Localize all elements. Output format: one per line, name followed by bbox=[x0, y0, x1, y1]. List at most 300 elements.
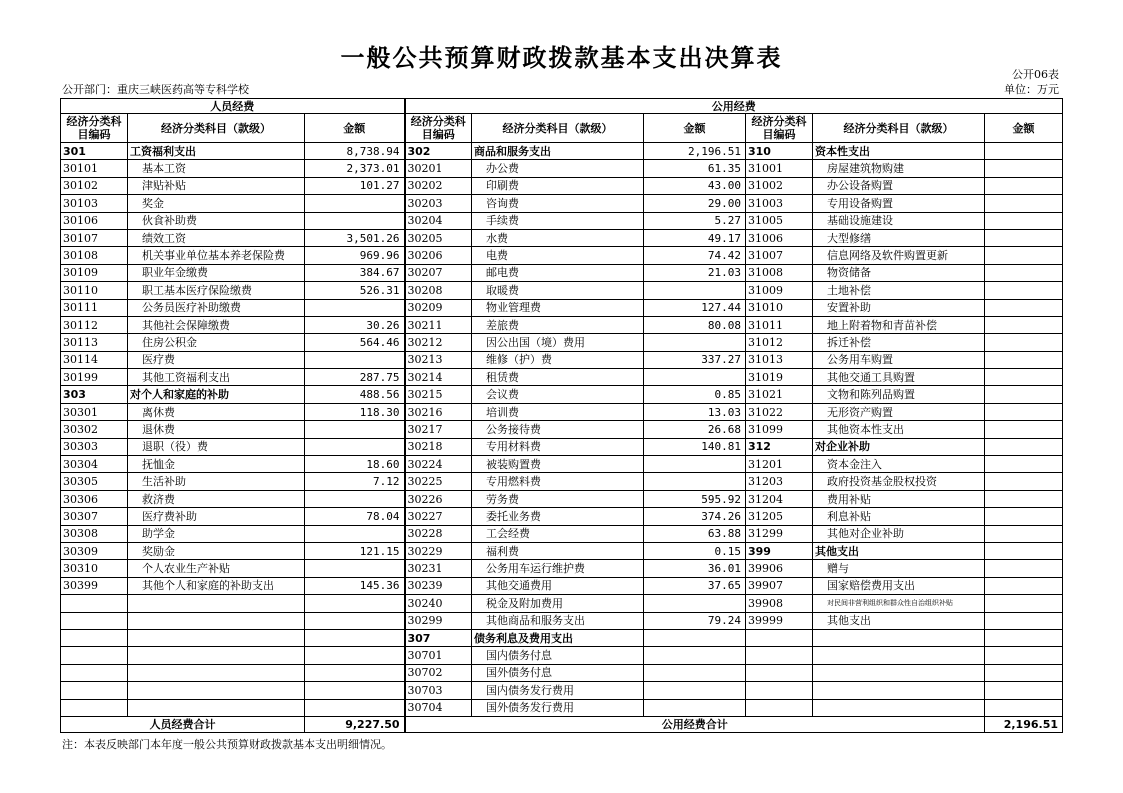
amount-cell bbox=[985, 456, 1063, 473]
name-cell: 因公出国（境）费用 bbox=[472, 334, 644, 351]
amount-header: 金额 bbox=[644, 114, 746, 143]
name-cell: 职工基本医疗保险缴费 bbox=[128, 282, 305, 299]
name-cell: 离休费 bbox=[128, 403, 305, 420]
code-cell: 30225 bbox=[405, 473, 472, 490]
code-cell bbox=[746, 699, 813, 716]
amount-cell bbox=[305, 647, 405, 664]
name-cell bbox=[813, 699, 985, 716]
name-cell: 退职（役）费 bbox=[128, 438, 305, 455]
amount-cell bbox=[644, 282, 746, 299]
amount-cell bbox=[305, 664, 405, 681]
name-cell: 国外债务发行费用 bbox=[472, 699, 644, 716]
name-header: 经济分类科目（款级） bbox=[128, 114, 305, 143]
code-cell: 31011 bbox=[746, 316, 813, 333]
code-cell: 31205 bbox=[746, 508, 813, 525]
table-row bbox=[61, 247, 1063, 264]
name-cell: 商品和服务支出 bbox=[472, 143, 644, 160]
name-cell: 其他资本性支出 bbox=[813, 421, 985, 438]
code-cell: 31005 bbox=[746, 212, 813, 229]
name-cell: 国内债务发行费用 bbox=[472, 682, 644, 699]
amount-cell bbox=[305, 212, 405, 229]
table-row bbox=[61, 595, 1063, 612]
code-cell: 30217 bbox=[405, 421, 472, 438]
code-cell: 31203 bbox=[746, 473, 813, 490]
amount-cell: 384.67 bbox=[305, 264, 405, 281]
code-cell: 30239 bbox=[405, 577, 472, 594]
code-cell: 30199 bbox=[61, 369, 128, 386]
name-cell: 水费 bbox=[472, 229, 644, 246]
name-cell: 土地补偿 bbox=[813, 282, 985, 299]
name-cell: 救济费 bbox=[128, 490, 305, 507]
amount-cell: 337.27 bbox=[644, 351, 746, 368]
name-cell: 工会经费 bbox=[472, 525, 644, 542]
code-cell: 30226 bbox=[405, 490, 472, 507]
name-cell: 资本金注入 bbox=[813, 456, 985, 473]
name-cell bbox=[128, 664, 305, 681]
code-cell: 30703 bbox=[405, 682, 472, 699]
amount-cell: 5.27 bbox=[644, 212, 746, 229]
code-cell: 30308 bbox=[61, 525, 128, 542]
amount-cell bbox=[644, 595, 746, 612]
amount-cell: 526.31 bbox=[305, 282, 405, 299]
table-row bbox=[61, 334, 1063, 351]
table-row bbox=[61, 490, 1063, 507]
code-cell: 39907 bbox=[746, 577, 813, 594]
amount-cell bbox=[985, 664, 1063, 681]
code-cell: 39999 bbox=[746, 612, 813, 629]
code-cell: 30302 bbox=[61, 421, 128, 438]
code-cell: 31002 bbox=[746, 177, 813, 194]
code-cell: 30204 bbox=[405, 212, 472, 229]
amount-cell bbox=[644, 334, 746, 351]
code-cell bbox=[61, 629, 128, 646]
unit-label: 单位：万元 bbox=[1004, 83, 1059, 96]
personnel-total-amount: 9,227.50 bbox=[305, 716, 405, 732]
name-cell: 个人农业生产补贴 bbox=[128, 560, 305, 577]
name-cell: 利息补贴 bbox=[813, 508, 985, 525]
amount-cell: 8,738.94 bbox=[305, 143, 405, 160]
code-cell: 30704 bbox=[405, 699, 472, 716]
name-cell bbox=[813, 664, 985, 681]
amount-cell bbox=[985, 560, 1063, 577]
amount-cell: 36.01 bbox=[644, 560, 746, 577]
name-cell: 绩效工资 bbox=[128, 229, 305, 246]
code-header: 经济分类科目编码 bbox=[746, 114, 813, 143]
code-cell bbox=[746, 647, 813, 664]
amount-cell: 0.85 bbox=[644, 386, 746, 403]
name-cell: 差旅费 bbox=[472, 316, 644, 333]
name-cell: 其他交通工具购置 bbox=[813, 369, 985, 386]
table-row bbox=[61, 664, 1063, 681]
table-row bbox=[61, 316, 1063, 333]
name-cell: 伙食补助费 bbox=[128, 212, 305, 229]
table-row bbox=[61, 195, 1063, 212]
page-title: 一般公共预算财政拨款基本支出决算表 bbox=[340, 44, 783, 72]
amount-cell: 61.35 bbox=[644, 160, 746, 177]
amount-cell bbox=[985, 143, 1063, 160]
name-cell: 无形资产购置 bbox=[813, 403, 985, 420]
amount-cell: 21.03 bbox=[644, 264, 746, 281]
name-cell bbox=[813, 647, 985, 664]
name-cell: 基本工资 bbox=[128, 160, 305, 177]
code-cell: 303 bbox=[61, 386, 128, 403]
personnel-header: 人员经费 bbox=[61, 99, 405, 114]
name-cell: 其他社会保障缴费 bbox=[128, 316, 305, 333]
name-cell: 对民间非营利组织和群众性自治组织补贴 bbox=[813, 595, 985, 612]
form-number: 公开06表 bbox=[1012, 68, 1059, 81]
amount-cell: 80.08 bbox=[644, 316, 746, 333]
amount-cell bbox=[985, 316, 1063, 333]
table-row bbox=[61, 647, 1063, 664]
name-cell: 住房公积金 bbox=[128, 334, 305, 351]
code-cell: 30240 bbox=[405, 595, 472, 612]
name-cell: 维修（护）费 bbox=[472, 351, 644, 368]
department-label: 公开部门：重庆三峡医药高等专科学校 bbox=[62, 83, 249, 96]
amount-cell bbox=[985, 612, 1063, 629]
amount-cell bbox=[305, 682, 405, 699]
name-cell: 机关事业单位基本养老保险费 bbox=[128, 247, 305, 264]
code-cell: 30201 bbox=[405, 160, 472, 177]
table-row bbox=[61, 212, 1063, 229]
name-cell: 其他对企业补助 bbox=[813, 525, 985, 542]
table-row bbox=[61, 229, 1063, 246]
name-cell: 专用设备购置 bbox=[813, 195, 985, 212]
amount-cell bbox=[985, 699, 1063, 716]
code-cell: 30306 bbox=[61, 490, 128, 507]
amount-cell bbox=[985, 647, 1063, 664]
name-cell: 税金及附加费用 bbox=[472, 595, 644, 612]
table-row bbox=[61, 699, 1063, 716]
amount-cell bbox=[305, 629, 405, 646]
table-row bbox=[61, 143, 1063, 160]
name-cell: 电费 bbox=[472, 247, 644, 264]
amount-cell: 488.56 bbox=[305, 386, 405, 403]
table-row bbox=[61, 177, 1063, 194]
code-cell: 30304 bbox=[61, 456, 128, 473]
code-cell: 30231 bbox=[405, 560, 472, 577]
name-cell bbox=[128, 629, 305, 646]
code-cell: 31201 bbox=[746, 456, 813, 473]
name-cell: 抚恤金 bbox=[128, 456, 305, 473]
code-cell: 30305 bbox=[61, 473, 128, 490]
amount-cell bbox=[985, 525, 1063, 542]
name-cell: 取暖费 bbox=[472, 282, 644, 299]
name-cell: 文物和陈列品购置 bbox=[813, 386, 985, 403]
amount-cell bbox=[985, 351, 1063, 368]
amount-header: 金额 bbox=[305, 114, 405, 143]
code-cell: 30227 bbox=[405, 508, 472, 525]
amount-cell bbox=[644, 629, 746, 646]
amount-cell bbox=[644, 473, 746, 490]
amount-cell bbox=[985, 542, 1063, 559]
amount-cell: 37.65 bbox=[644, 577, 746, 594]
name-cell: 退休费 bbox=[128, 421, 305, 438]
name-cell: 公务员医疗补助缴费 bbox=[128, 299, 305, 316]
code-cell bbox=[746, 682, 813, 699]
name-cell: 职业年金缴费 bbox=[128, 264, 305, 281]
amount-cell: 49.17 bbox=[644, 229, 746, 246]
amount-cell bbox=[985, 490, 1063, 507]
table-row bbox=[61, 629, 1063, 646]
name-cell bbox=[128, 612, 305, 629]
code-cell: 31019 bbox=[746, 369, 813, 386]
name-cell: 会议费 bbox=[472, 386, 644, 403]
name-cell: 办公费 bbox=[472, 160, 644, 177]
amount-cell bbox=[985, 473, 1063, 490]
name-cell: 其他交通费用 bbox=[472, 577, 644, 594]
code-cell: 31001 bbox=[746, 160, 813, 177]
code-cell: 30701 bbox=[405, 647, 472, 664]
amount-cell bbox=[644, 682, 746, 699]
code-cell: 30215 bbox=[405, 386, 472, 403]
name-cell bbox=[813, 682, 985, 699]
code-cell: 31012 bbox=[746, 334, 813, 351]
amount-cell: 63.88 bbox=[644, 525, 746, 542]
name-cell: 津贴补贴 bbox=[128, 177, 305, 194]
code-cell: 30229 bbox=[405, 542, 472, 559]
table-row bbox=[61, 264, 1063, 281]
name-cell: 物资储备 bbox=[813, 264, 985, 281]
code-cell: 30101 bbox=[61, 160, 128, 177]
amount-cell bbox=[305, 351, 405, 368]
code-cell: 30108 bbox=[61, 247, 128, 264]
amount-cell: 3,501.26 bbox=[305, 229, 405, 246]
amount-cell: 79.24 bbox=[644, 612, 746, 629]
code-cell: 30216 bbox=[405, 403, 472, 420]
name-cell: 资本性支出 bbox=[813, 143, 985, 160]
name-cell bbox=[128, 595, 305, 612]
amount-cell bbox=[305, 299, 405, 316]
name-cell: 奖励金 bbox=[128, 542, 305, 559]
code-cell: 399 bbox=[746, 542, 813, 559]
code-cell: 30212 bbox=[405, 334, 472, 351]
amount-cell bbox=[985, 299, 1063, 316]
public-header: 公用经费 bbox=[405, 99, 1063, 114]
code-cell: 31204 bbox=[746, 490, 813, 507]
amount-cell bbox=[985, 334, 1063, 351]
amount-cell: 74.42 bbox=[644, 247, 746, 264]
code-cell: 30202 bbox=[405, 177, 472, 194]
amount-cell: 2,196.51 bbox=[644, 143, 746, 160]
code-cell: 30702 bbox=[405, 664, 472, 681]
code-cell bbox=[746, 664, 813, 681]
amount-cell bbox=[985, 229, 1063, 246]
name-cell: 对企业补助 bbox=[813, 438, 985, 455]
name-cell: 赠与 bbox=[813, 560, 985, 577]
code-cell: 30102 bbox=[61, 177, 128, 194]
amount-cell bbox=[985, 629, 1063, 646]
code-cell: 30310 bbox=[61, 560, 128, 577]
amount-cell bbox=[985, 160, 1063, 177]
table-row bbox=[61, 542, 1063, 559]
code-cell: 30213 bbox=[405, 351, 472, 368]
amount-cell bbox=[305, 612, 405, 629]
amount-cell: 78.04 bbox=[305, 508, 405, 525]
name-cell: 委托业务费 bbox=[472, 508, 644, 525]
table-row bbox=[61, 351, 1063, 368]
code-cell: 30307 bbox=[61, 508, 128, 525]
amount-cell bbox=[985, 577, 1063, 594]
amount-cell: 2,373.01 bbox=[305, 160, 405, 177]
code-cell: 30309 bbox=[61, 542, 128, 559]
amount-cell: 30.26 bbox=[305, 316, 405, 333]
amount-cell bbox=[985, 264, 1063, 281]
table-row bbox=[61, 508, 1063, 525]
table-row bbox=[61, 473, 1063, 490]
amount-cell bbox=[985, 508, 1063, 525]
table-row bbox=[61, 438, 1063, 455]
amount-cell bbox=[644, 647, 746, 664]
amount-cell bbox=[644, 456, 746, 473]
amount-cell bbox=[305, 195, 405, 212]
code-cell: 31009 bbox=[746, 282, 813, 299]
name-cell: 医疗费 bbox=[128, 351, 305, 368]
amount-cell bbox=[644, 664, 746, 681]
name-cell: 租赁费 bbox=[472, 369, 644, 386]
amount-cell: 43.00 bbox=[644, 177, 746, 194]
amount-cell: 29.00 bbox=[644, 195, 746, 212]
code-header: 经济分类科目编码 bbox=[405, 114, 472, 143]
name-cell: 办公设备购置 bbox=[813, 177, 985, 194]
amount-cell bbox=[985, 403, 1063, 420]
name-cell: 印刷费 bbox=[472, 177, 644, 194]
code-cell: 31007 bbox=[746, 247, 813, 264]
code-cell: 31099 bbox=[746, 421, 813, 438]
code-cell: 30301 bbox=[61, 403, 128, 420]
amount-cell bbox=[985, 421, 1063, 438]
code-cell: 30209 bbox=[405, 299, 472, 316]
name-cell: 手续费 bbox=[472, 212, 644, 229]
code-cell bbox=[61, 682, 128, 699]
name-cell: 福利费 bbox=[472, 542, 644, 559]
code-header: 经济分类科目编码 bbox=[61, 114, 128, 143]
name-cell: 生活补助 bbox=[128, 473, 305, 490]
code-cell: 30112 bbox=[61, 316, 128, 333]
name-cell: 助学金 bbox=[128, 525, 305, 542]
name-cell: 大型修缮 bbox=[813, 229, 985, 246]
code-cell: 30103 bbox=[61, 195, 128, 212]
table-row bbox=[61, 403, 1063, 420]
code-cell bbox=[61, 647, 128, 664]
amount-cell bbox=[985, 386, 1063, 403]
footnote: 注：本表反映部门本年度一般公共预算财政拨款基本支出明细情况。 bbox=[62, 738, 392, 751]
amount-cell: 287.75 bbox=[305, 369, 405, 386]
code-cell: 39908 bbox=[746, 595, 813, 612]
amount-cell bbox=[985, 595, 1063, 612]
amount-cell bbox=[985, 438, 1063, 455]
code-cell: 30107 bbox=[61, 229, 128, 246]
name-header: 经济分类科目（款级） bbox=[472, 114, 644, 143]
code-cell: 30207 bbox=[405, 264, 472, 281]
code-cell: 30114 bbox=[61, 351, 128, 368]
amount-cell: 7.12 bbox=[305, 473, 405, 490]
personnel-total-label: 人员经费合计 bbox=[61, 716, 305, 732]
name-cell bbox=[128, 699, 305, 716]
code-cell bbox=[61, 612, 128, 629]
code-cell: 30106 bbox=[61, 212, 128, 229]
amount-cell bbox=[305, 490, 405, 507]
code-cell: 301 bbox=[61, 143, 128, 160]
amount-cell: 26.68 bbox=[644, 421, 746, 438]
name-cell: 地上附着物和青苗补偿 bbox=[813, 316, 985, 333]
code-cell: 30113 bbox=[61, 334, 128, 351]
code-cell: 30399 bbox=[61, 577, 128, 594]
expenditure-table bbox=[60, 98, 1063, 733]
name-cell: 政府投资基金股权投资 bbox=[813, 473, 985, 490]
table-row bbox=[61, 299, 1063, 316]
code-cell: 302 bbox=[405, 143, 472, 160]
amount-cell: 18.60 bbox=[305, 456, 405, 473]
table-row bbox=[61, 577, 1063, 594]
table-row bbox=[61, 386, 1063, 403]
name-cell: 国家赔偿费用支出 bbox=[813, 577, 985, 594]
amount-cell: 145.36 bbox=[305, 577, 405, 594]
code-cell: 30109 bbox=[61, 264, 128, 281]
code-cell: 30205 bbox=[405, 229, 472, 246]
name-cell: 物业管理费 bbox=[472, 299, 644, 316]
name-cell: 债务利息及费用支出 bbox=[472, 629, 644, 646]
name-cell: 安置补助 bbox=[813, 299, 985, 316]
code-cell: 30211 bbox=[405, 316, 472, 333]
table-row bbox=[61, 421, 1063, 438]
name-cell: 对个人和家庭的补助 bbox=[128, 386, 305, 403]
amount-cell bbox=[985, 195, 1063, 212]
name-cell: 医疗费补助 bbox=[128, 508, 305, 525]
table-row bbox=[61, 282, 1063, 299]
code-cell bbox=[61, 664, 128, 681]
amount-cell bbox=[305, 525, 405, 542]
amount-cell bbox=[305, 421, 405, 438]
public-total-amount: 2,196.51 bbox=[985, 716, 1063, 732]
code-cell: 31003 bbox=[746, 195, 813, 212]
name-cell: 国外债务付息 bbox=[472, 664, 644, 681]
name-cell: 专用材料费 bbox=[472, 438, 644, 455]
code-cell: 31022 bbox=[746, 403, 813, 420]
name-header: 经济分类科目（款级） bbox=[813, 114, 985, 143]
table-row bbox=[61, 160, 1063, 177]
code-cell: 30208 bbox=[405, 282, 472, 299]
name-cell: 劳务费 bbox=[472, 490, 644, 507]
amount-cell bbox=[985, 369, 1063, 386]
code-cell: 30110 bbox=[61, 282, 128, 299]
public-total-label: 公用经费合计 bbox=[405, 716, 985, 732]
code-cell: 30203 bbox=[405, 195, 472, 212]
amount-cell bbox=[985, 177, 1063, 194]
amount-cell: 140.81 bbox=[644, 438, 746, 455]
name-cell bbox=[128, 682, 305, 699]
name-cell: 信息网络及软件购置更新 bbox=[813, 247, 985, 264]
name-cell: 公务用车购置 bbox=[813, 351, 985, 368]
name-cell: 其他个人和家庭的补助支出 bbox=[128, 577, 305, 594]
code-cell: 31010 bbox=[746, 299, 813, 316]
name-cell: 基础设施建设 bbox=[813, 212, 985, 229]
code-cell: 30228 bbox=[405, 525, 472, 542]
table-row bbox=[61, 560, 1063, 577]
amount-cell bbox=[305, 560, 405, 577]
code-cell: 30224 bbox=[405, 456, 472, 473]
code-cell: 307 bbox=[405, 629, 472, 646]
code-cell: 30214 bbox=[405, 369, 472, 386]
code-cell: 31013 bbox=[746, 351, 813, 368]
amount-header: 金额 bbox=[985, 114, 1063, 143]
code-cell: 31299 bbox=[746, 525, 813, 542]
name-cell: 工资福利支出 bbox=[128, 143, 305, 160]
amount-cell: 0.15 bbox=[644, 542, 746, 559]
code-cell: 30303 bbox=[61, 438, 128, 455]
name-cell: 公务用车运行维护费 bbox=[472, 560, 644, 577]
amount-cell: 13.03 bbox=[644, 403, 746, 420]
code-cell: 30299 bbox=[405, 612, 472, 629]
